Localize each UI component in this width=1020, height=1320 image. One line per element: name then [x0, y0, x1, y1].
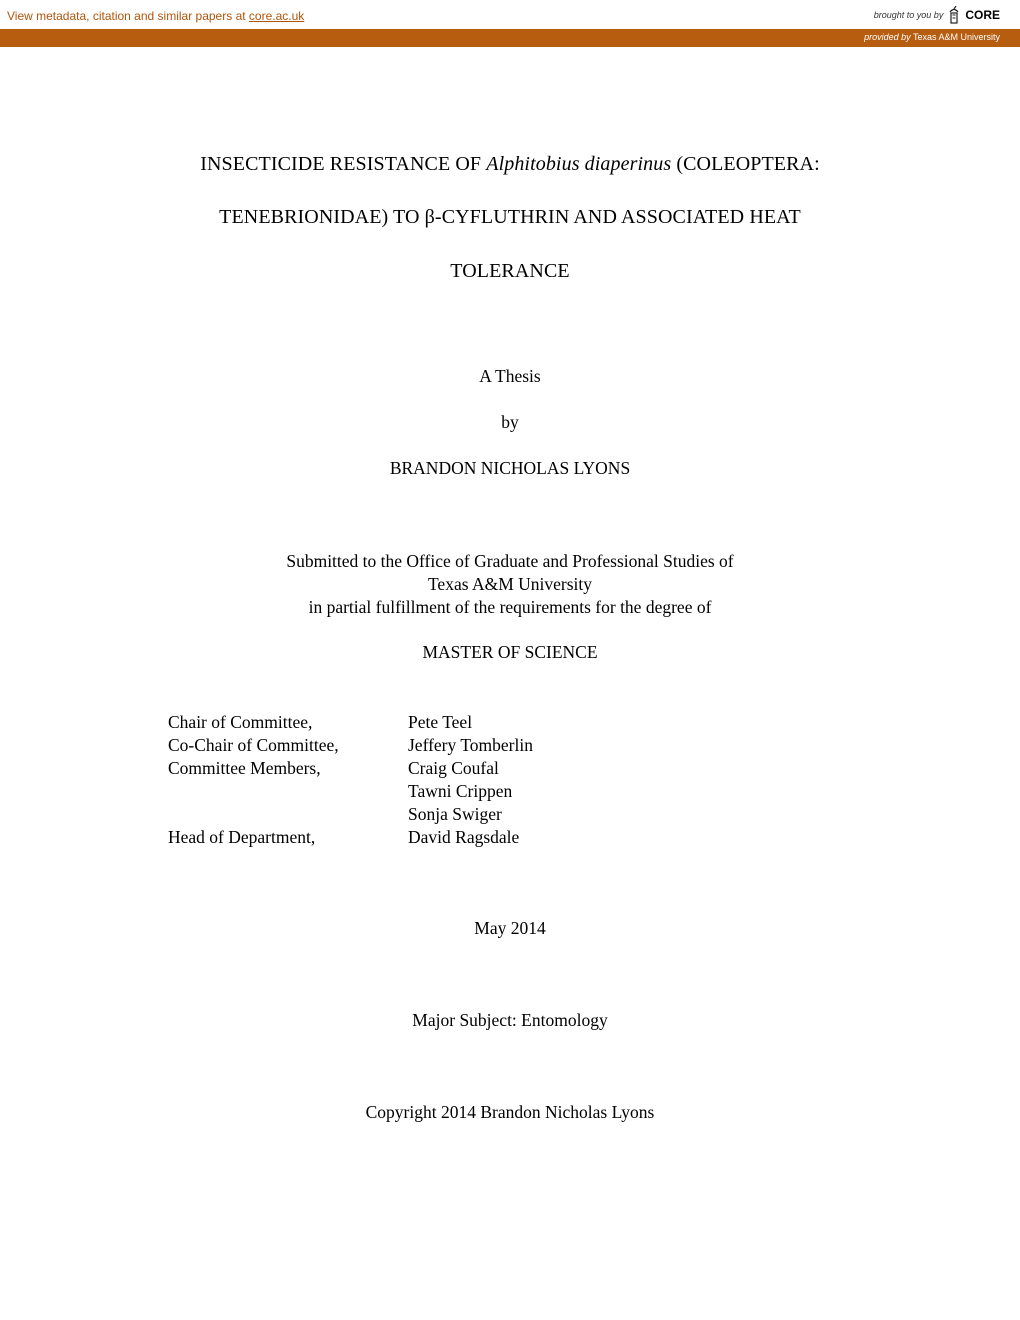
title-line-1	[0, 153, 1020, 176]
submission-statement	[0, 550, 1020, 619]
core-provided-source: Texas A&M University	[912, 32, 1000, 42]
committee-role	[168, 780, 408, 803]
committee-row	[168, 711, 533, 734]
committee-role: Head of Department,	[168, 827, 316, 847]
by-label: by	[501, 412, 519, 432]
doc-type: A Thesis	[479, 366, 541, 386]
core-link[interactable]: core.ac.uk	[248, 9, 305, 23]
core-logo-icon	[947, 6, 961, 24]
title-prefix: INSECTICIDE RESISTANCE OF	[200, 153, 487, 175]
submission-line-1: Submitted to the Office of Graduate and Professional Studies of	[286, 551, 734, 571]
committee-name: David Ragsdale	[408, 827, 520, 847]
degree: MASTER OF SCIENCE	[422, 642, 598, 662]
core-brought-text: brought to you by	[873, 10, 944, 20]
committee-row	[168, 803, 533, 826]
committee-name: Pete Teel	[408, 712, 473, 732]
committee-row	[168, 757, 533, 780]
core-wordmark[interactable]: CORE	[965, 8, 1000, 22]
title-species: Alphitobius diaperinus	[486, 153, 672, 175]
committee-role: Committee Members,	[168, 758, 321, 778]
submission-line-3: in partial fulfillment of the requirements for the degree of	[308, 597, 712, 617]
core-provided-by	[864, 32, 1000, 42]
committee-name: Craig Coufal	[408, 758, 499, 778]
copyright: Copyright 2014 Brandon Nicholas Lyons	[365, 1102, 655, 1122]
major-subject: Major Subject: Entomology	[412, 1010, 608, 1030]
submission-date: May 2014	[474, 918, 546, 938]
committee-role: Co-Chair of Committee,	[168, 735, 339, 755]
committee-row	[168, 826, 533, 849]
committee-role: Chair of Committee,	[168, 712, 313, 732]
committee-role	[168, 803, 408, 826]
committee-list	[168, 711, 533, 849]
committee-name: Jeffery Tomberlin	[408, 735, 533, 755]
title-suffix: (COLEOPTERA:	[671, 153, 820, 175]
author-name: BRANDON NICHOLAS LYONS	[389, 458, 631, 478]
committee-name: Tawni Crippen	[408, 781, 513, 801]
committee-row	[168, 780, 533, 803]
title-line-3: TOLERANCE	[450, 260, 570, 282]
submission-line-2: Texas A&M University	[427, 574, 593, 594]
committee-name: Sonja Swiger	[408, 804, 502, 824]
core-metadata-text: View metadata, citation and similar papers at	[7, 9, 249, 23]
core-provided-bar	[0, 29, 1020, 47]
committee-row	[168, 734, 533, 757]
core-brought-by	[874, 6, 1000, 24]
title-line-2: TENEBRIONIDAE) TO β-CYFLUTHRIN AND ASSOCIATED HEAT	[219, 206, 801, 228]
core-provided-label: provided by	[864, 32, 911, 42]
core-banner	[0, 0, 1020, 30]
core-metadata-line	[7, 9, 304, 23]
